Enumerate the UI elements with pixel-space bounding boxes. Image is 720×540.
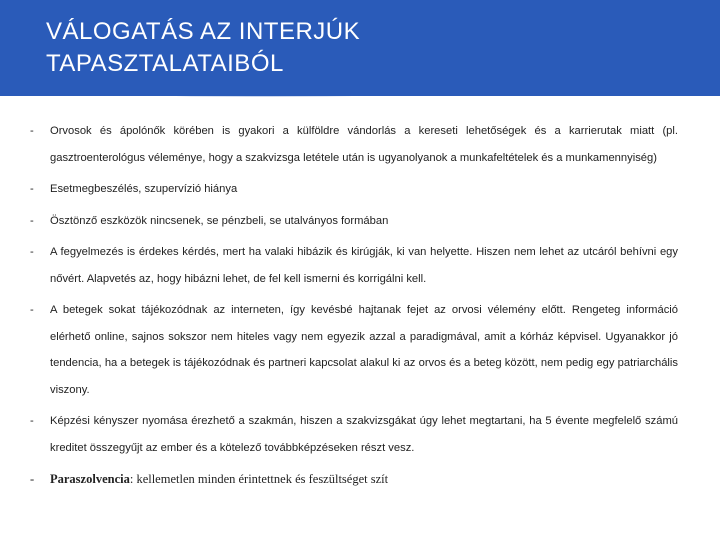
slide-title xyxy=(46,16,360,80)
bullet-item xyxy=(30,408,678,461)
bullet-text: Képzési kényszer nyomása érezhető a szakmán, hiszen a szakvizsgákat úgy lehet megtartani, ha 5 évente megfelelő számú kreditet összegyűjt az ember és a kötelező továbbképzéseken részt vesz. xyxy=(50,415,678,454)
bullet-item xyxy=(30,297,678,403)
bullet-text: A fegyelmezés is érdekes kérdés, mert ha valaki hibázik és kirúgják, ki van helyette. Hiszen nem lehet az utcáról behívni egy nővért. Alapvetés az, hogy hibázni lehet, de fel kell ismerni és korrigálni kell. xyxy=(50,246,678,285)
bullet-text: A betegek sokat tájékozódnak az interneten, így kevésbé hajtanak fejet az orvosi vélemény előtt. Rengeteg információ elérhető online, sajnos sokszor nem hiteles vagy nem egyezik azzal a paradigmával, amit a kórház képvisel. Ugyanakkor jó tendencia, ha a betegek is tájékozódnak és partneri kapcsolat alakul ki az orvos és a beteg között, nem pedig egy patriarchális viszony. xyxy=(50,304,678,396)
bullet-item xyxy=(30,118,678,171)
title-banner xyxy=(0,0,720,96)
bullet-dash: - xyxy=(30,304,34,316)
slide-title-line-1: VÁLOGATÁS AZ INTERJÚK xyxy=(46,18,361,45)
bullet-term: Paraszolvencia xyxy=(50,472,130,486)
bullet-text: : kellemetlen minden érintettnek és feszültséget szít xyxy=(129,472,389,486)
bullet-item xyxy=(30,239,678,292)
bullet-item xyxy=(30,176,678,203)
bullet-dash: - xyxy=(30,125,34,137)
bullet-text: Esetmegbeszélés, szupervízió hiánya xyxy=(50,183,238,195)
bullet-list xyxy=(30,118,678,493)
bullet-text: Ösztönző eszközök nincsenek, se pénzbeli, se utalványos formában xyxy=(50,214,389,227)
bullet-dash: - xyxy=(30,183,34,195)
bullet-dash: - xyxy=(30,472,35,486)
bullet-dash: - xyxy=(30,214,34,227)
bullet-item-paraszolvencia xyxy=(30,466,678,493)
bullet-dash: - xyxy=(30,246,34,258)
bullet-item xyxy=(30,208,678,235)
bullet-dash: - xyxy=(30,415,34,427)
slide-title-line-2: TAPASZTALATAIBÓL xyxy=(46,50,284,77)
bullet-text: Orvosok és ápolónők körében is gyakori a külföldre vándorlás a kereseti lehetőségek és a karrierutak miatt (pl. gasztroenterológus véleménye, hogy a szakvizsga letétele után is ugyanolyanok a munkafeltételek és a munkamennyiség) xyxy=(50,125,678,164)
